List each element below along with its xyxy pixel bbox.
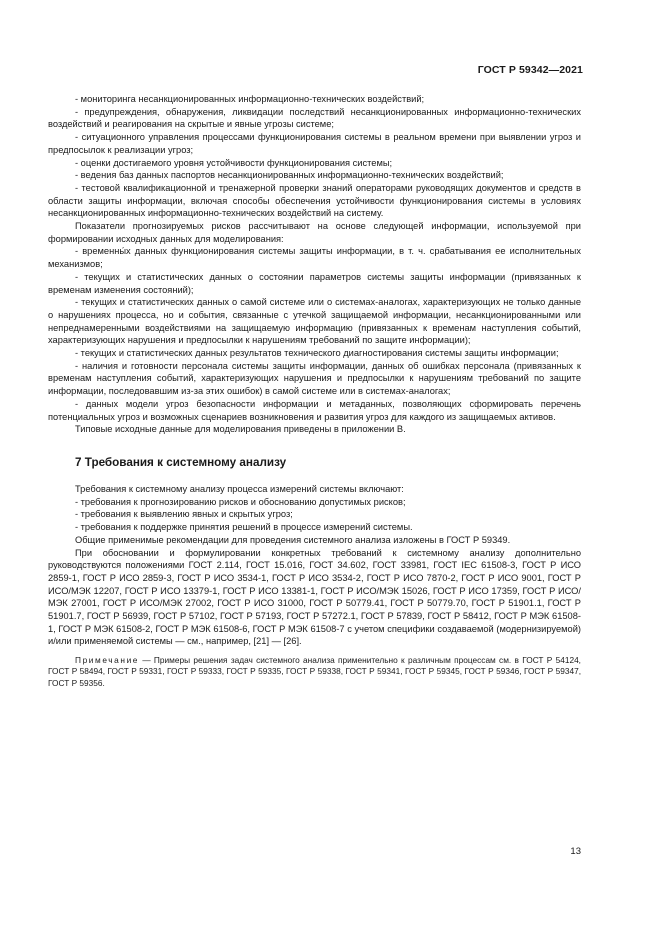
paragraph: При обосновании и формулировании конкретных требований к системному анализу дополнительно руководствуются положениями ГОСТ 2.114, ГОСТ 15.016, ГОСТ 34.602, ГОСТ 33981, ГОСТ IEC 61508-3, ГОСТ Р ИСО 2859-1, ГОСТ Р ИСО 2859-3, ГОСТ Р ИСО 3534-1, ГОСТ Р ИСО 3534-2, ГОСТ Р ИСО 7870-2, ГОСТ Р ИСО 9001, ГОСТ Р ИСО/МЭК 12207, ГОСТ Р ИСО 13379-1, ГОСТ Р ИСО 13381-1, ГОСТ Р ИСО/МЭК 15026, ГОСТ Р ИСО 17359, ГОСТ Р ИСО/МЭК 27001, ГОСТ Р ИСО/МЭК 27002, ГОСТ Р ИСО 31000, ГОСТ Р 50779.41, ГОСТ Р 50779.70, ГОСТ Р 51901.1, ГОСТ Р 51901.7, ГОСТ Р 56939, ГОСТ Р 57102, ГОСТ Р 57193, ГОСТ Р 57272.1, ГОСТ Р 57839, ГОСТ Р 58412, ГОСТ Р МЭК 61508-1, ГОСТ Р МЭК 61508-2, ГОСТ Р МЭК 61508-6, ГОСТ Р МЭК 61508-7 с учетом специфики создаваемой (модернизируемой) и/или применяемой системы — см., например, [21] — [26].: [48, 547, 581, 647]
list-item: - ситуационного управления процессами функционирования системы в реальном времени при выявлении угроз и предпосылок к реализации угроз;: [48, 132, 581, 155]
note-block: [48, 655, 581, 689]
document-id-header: ГОСТ Р 59342—2021: [477, 64, 583, 76]
page-content: [48, 93, 581, 689]
note-text: [48, 655, 581, 689]
list-item: - предупреждения, обнаружения, ликвидации последствий несанкционированных информационно-технических воздействий и реагирования на скрытые и явные угрозы системе;: [48, 106, 581, 130]
section-a-body: [48, 93, 581, 436]
list-item: - требования к прогнозированию рисков и обоснованию допустимых рисков;: [75, 496, 406, 507]
list-item: - оценки достигаемого уровня устойчивости функционирования системы;: [75, 157, 393, 168]
page-number: 13: [570, 846, 581, 857]
list-item: - данных модели угроз безопасности информации и метаданных, позволяющих сформировать перечень потенциальных угроз и возможных сценариев возникновения и развития угроз для каждого из защищаемых активов.: [48, 398, 581, 422]
note-label: Примечание: [75, 655, 140, 666]
paragraph: Показатели прогнозируемых рисков рассчитывают на основе следующей информации, используемой при формировании исходных данных для моделирования:: [48, 221, 581, 244]
note-body: — Примеры решения задач системного анализа применительно к различным процессам см. в ГОСТ Р 54124, ГОСТ Р 58494, ГОСТ Р 59331, ГОСТ Р 59333, ГОСТ Р 59335, ГОСТ Р 59338, ГОСТ Р 59341, ГОСТ Р 59345, ГОСТ Р 59346, ГОСТ Р 59347, ГОСТ Р 59356.: [48, 655, 581, 688]
list-item: - текущих и статистических данных о состоянии параметров системы защиты информации (привязанных к временам изменения состояний);: [48, 271, 581, 295]
section-heading: 7 Требования к системному анализу: [75, 455, 287, 469]
list-item: - мониторинга несанкционированных информационно-технических воздействий;: [75, 94, 425, 104]
list-item: - тестовой квалификационной и тренажерной проверки знаний операторами руководящих документов и средств в области защиты информации, включая способы обеспечения устойчивости функционирования системы в условиях несанкционированных информационно-технических воздействий на систему.: [48, 182, 581, 219]
paragraph: Типовые исходные данные для моделирования приведены в приложении В.: [75, 424, 406, 435]
list-item: - требования к поддержке принятия решений в процессе измерений системы.: [75, 522, 413, 533]
list-item: - требования к выявлению явных и скрытых угроз;: [75, 509, 293, 520]
paragraph: Общие применимые рекомендации для проведения системного анализа изложены в ГОСТ Р 59349.: [75, 534, 511, 545]
section-7-body: [48, 483, 581, 648]
list-item: - текущих и статистических данных результатов технического диагностирования системы защиты информации;: [75, 348, 559, 359]
list-item: - ведения баз данных паспортов несанкционированных информационно-технических воздействий;: [75, 170, 504, 181]
list-item: - временны́х данных функционирования системы защиты информации, в т. ч. срабатывания ее исполнительных механизмов;: [48, 246, 581, 270]
paragraph: Требования к системному анализу процесса измерений системы включают:: [75, 483, 404, 494]
list-item: - текущих и статистических данных о самой системе или о системах-аналогах, характеризующих не только данные о нарушениях процесса, но и события, связанные с утечкой защищаемой информации, несанкционированными или непреднамеренными воздействиями на защищаемую информацию (привязанных к временам наступления событий, характеризующих нарушения и предпосылки к нарушениям требований по защите информации);: [48, 297, 581, 346]
list-item: - наличия и готовности персонала системы защиты информации, данных об ошибках персонала (привязанных к временам наступления событий, характеризующих нарушения и предпосылки к нарушениям требований по защите информации, последовавшим из-за этих ошибок) в самой системе или в системах-аналогах;: [48, 360, 581, 397]
